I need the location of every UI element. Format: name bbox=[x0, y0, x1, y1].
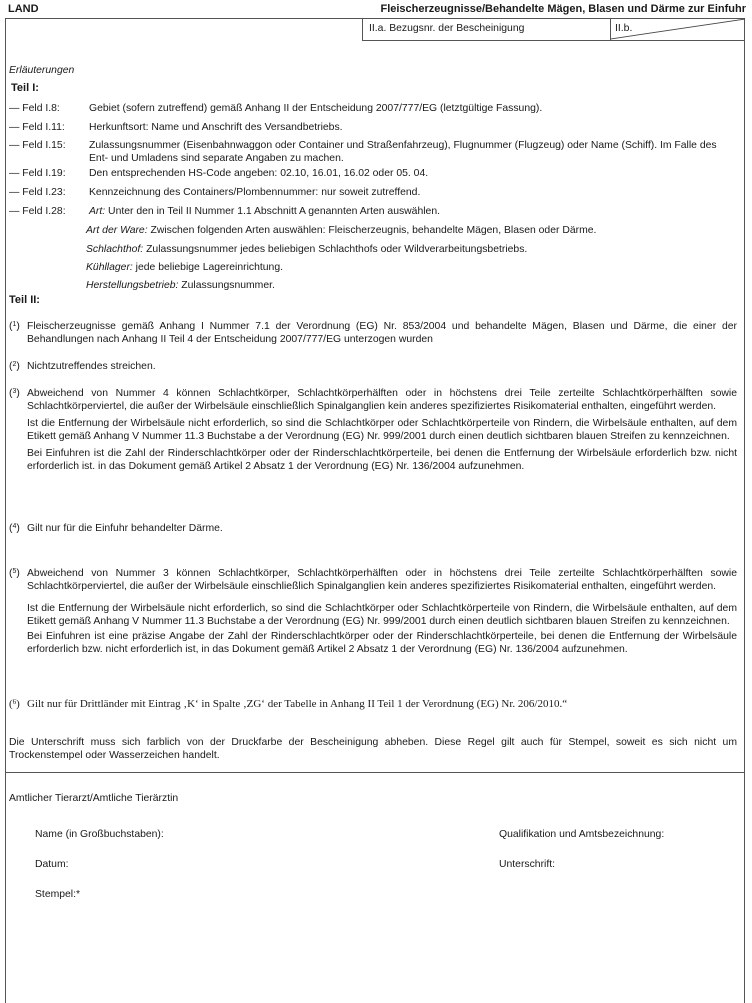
field-text: Gebiet (sofern zutreffend) gemäß Anhang II der Entscheidung 2007/777/EG (letztgültige Fassung). bbox=[89, 103, 543, 114]
footnote-marker: ($^6$) bbox=[9, 698, 20, 710]
footnote-paragraph: Abweichend von Nummer 4 können Schlachtkörper, Schlachtkörperhälften oder in höchstens drei Teile zerteilte Schlachtkörperhälften sowie Schlachtkörperviertel, die außer der Wirbelsäule einschließlich Spinalganglien kein anderes spezifiziertes Risikomaterial enthalten, eingeführt werden. bbox=[27, 388, 737, 412]
signature-colour-note: Die Unterschrift muss sich farblich von der Druckfarbe der Bescheinigung abheben. Diese Regel gilt auch für Stempel, soweit es sich nicht um Trockenstempel oder Wasserzeichen handelt. bbox=[9, 737, 737, 761]
footnote-6 bbox=[9, 698, 737, 716]
sub-item bbox=[86, 224, 736, 237]
footnote-paragraph: Abweichend von Nummer 3 können Schlachtkörper, Schlachtkörperhälften oder in höchstens drei Teile zerteilte Schlachtkörperhälften sowie Schlachtkörperviertel, die außer der Wirbelsäule einschließlich Spinalganglien kein anderes spezifiziertes Risikomaterial enthalten, eingeführt werden. bbox=[27, 568, 737, 592]
part2-heading: Teil II: bbox=[9, 294, 40, 306]
footnote-5 bbox=[9, 567, 737, 660]
field-row bbox=[9, 167, 737, 180]
sub-item bbox=[86, 279, 736, 292]
sub-item-term: Art der Ware: bbox=[86, 225, 148, 236]
name-field-label[interactable]: Name (in Großbuchstaben): bbox=[35, 829, 164, 840]
sub-item-text: Zulassungsnummer jedes beliebigen Schlachthofs oder Wildverarbeitungsbetriebs. bbox=[143, 244, 528, 255]
field-text: Herkunftsort: Name und Anschrift des Versandbetriebs. bbox=[89, 122, 343, 133]
field-label: — Feld I.19: bbox=[9, 168, 66, 179]
footnote-paragraph: Bei Einfuhren ist eine präzise Angabe der Zahl der Rinderschlachtkörper oder der Rinderschlachtkörperteile, bei denen die Entfernung der Wirbelsäule erforderlich bzw. nicht erforderlich ist, in das Dokument gemäß Artikel 2 Absatz 1 der Verordnung (EG) Nr. 136/2004 aufzunehmen. bbox=[27, 631, 737, 655]
footnote-marker: ($^1$) bbox=[9, 321, 20, 332]
field-text bbox=[89, 205, 737, 218]
footnote-paragraph: Bei Einfuhren ist die Zahl der Rinderschlachtkörper oder der Rinderschlachtkörperteile, bei denen die Entfernung der Wirbelsäule erforderlich bzw. nicht erforderlich ist. in das Dokument gemäß Artikel 2 Absatz 1 der Verordnung (EG) Nr. 136/2004 aufzunehmen. bbox=[27, 448, 737, 472]
footnote-paragraph: Nichtzutreffendes streichen. bbox=[27, 361, 156, 372]
footnote-3 bbox=[9, 387, 737, 477]
country-label: LAND bbox=[8, 3, 39, 15]
footnote-paragraph: Gilt nur für die Einfuhr behandelter Därme. bbox=[27, 523, 223, 534]
footnote-4 bbox=[9, 522, 737, 539]
field-label: — Feld I.15: bbox=[9, 140, 66, 151]
signature-field-label[interactable]: Unterschrift: bbox=[499, 859, 556, 870]
footnote-marker: ($^4$) bbox=[9, 523, 20, 534]
certificate-title: Fleischerzeugnisse/Behandelte Mägen, Blasen und Därme zur Einfuhr bbox=[380, 3, 746, 15]
field-text: Zulassungsnummer (Eisenbahnwaggon oder Container und Straßenfahrzeug), Flugnummer (Flugzeug) oder Name (Schiff). Im Falle des Ent- und Umladens sind separate Angaben zu machen. bbox=[89, 140, 717, 164]
field-label: — Feld I.11: bbox=[9, 122, 65, 133]
field-row bbox=[9, 102, 737, 115]
footnote-marker: ($^2$) bbox=[9, 361, 20, 372]
sub-item-term: Herstellungsbetrieb: bbox=[86, 280, 179, 291]
sub-item-text: Zwischen folgenden Arten auswählen: Fleischerzeugnis, behandelte Mägen, Blasen oder Därme. bbox=[147, 225, 597, 236]
reference-number-field[interactable]: II.a. Bezugsnr. der Bescheinigung bbox=[363, 18, 611, 40]
footnote-1 bbox=[9, 320, 737, 350]
footnote-marker: ($^3$) bbox=[9, 388, 20, 399]
qualification-field-label[interactable]: Qualifikation und Amtsbezeichnung: bbox=[499, 829, 665, 840]
field-row bbox=[9, 139, 737, 165]
field-label: — Feld I.28: bbox=[9, 206, 66, 217]
sub-item bbox=[86, 261, 736, 274]
part1-heading: Teil I: bbox=[11, 82, 39, 94]
field-row bbox=[9, 205, 737, 218]
footnote-paragraph: Fleischerzeugnisse gemäß Anhang I Nummer 7.1 der Verordnung (EG) Nr. 853/2004 und behandelte Mägen, Blasen und Därme, die einer der Behandlungen nach Anhang II Teil 4 der Entscheidung 2007/777/EG unterzogen wurden bbox=[27, 321, 737, 345]
field-row bbox=[9, 186, 737, 199]
field-label: — Feld I.8: bbox=[9, 103, 60, 114]
reference-box bbox=[362, 18, 745, 41]
field-text: Den entsprechenden HS-Code angeben: 02.10, 16.01, 16.02 oder 05. 04. bbox=[89, 168, 429, 179]
footnote-2 bbox=[9, 360, 737, 377]
stamp-field-label[interactable]: Stempel:* bbox=[35, 889, 81, 900]
sub-item-text: jede beliebige Lagereinrichtung. bbox=[132, 262, 283, 273]
field-term: Art: bbox=[89, 206, 106, 217]
diagonal-strike-icon bbox=[611, 18, 745, 40]
certificate-frame bbox=[5, 18, 745, 1003]
reference-iib-label: II.b. bbox=[615, 23, 633, 34]
field-label: — Feld I.23: bbox=[9, 187, 66, 198]
field-text: Kennzeichnung des Containers/Plombennummer: nur soweit zutreffend. bbox=[89, 187, 421, 198]
sub-item bbox=[86, 243, 736, 256]
date-field-label[interactable]: Datum: bbox=[35, 859, 69, 870]
sub-item-text: Zulassungsnummer. bbox=[178, 280, 275, 291]
footnote-marker: ($^5$) bbox=[9, 568, 20, 579]
explanations-heading: Erläuterungen bbox=[9, 65, 75, 76]
sub-item-term: Kühllager: bbox=[86, 262, 133, 273]
field-description: Unter den in Teil II Nummer 1.1 Abschnitt A genannten Arten auswählen. bbox=[105, 206, 440, 217]
footnote-paragraph: Ist die Entfernung der Wirbelsäule nicht erforderlich, so sind die Schlachtkörper oder Schlachtkörperteile von Rindern, die Wirbelsäule enthalten, auf dem Etikett gemäß Anhang V Nummer 11.3 Buchstabe a der Verordnung (EG) Nr. 999/2001 durch einen deutlich sichtbaren blauen Streifen zu kennzeichnen. bbox=[27, 418, 737, 442]
footnote-paragraph: Gilt nur für Drittländer mit Eintrag ‚K‘ in Spalte ‚ZG‘ der Tabelle in Anhang II Teil 1 der Verordnung (EG) Nr. 206/2010.“ bbox=[27, 698, 568, 710]
reference-iib-field[interactable] bbox=[611, 18, 745, 40]
sub-item-term: Schlachthof: bbox=[86, 244, 144, 255]
veterinarian-heading: Amtlicher Tierarzt/Amtliche Tierärztin bbox=[9, 793, 179, 804]
section-divider bbox=[5, 772, 745, 773]
footnote-paragraph: Ist die Entfernung der Wirbelsäule nicht erforderlich, so sind die Schlachtkörper oder Schlachtkörperteile von Rindern, die Wirbelsäule enthalten, auf dem Etikett gemäß Anhang V Nummer 11.3 Buchstabe a der Verordnung (EG) Nr. 999/2001 durch einen deutlich sichtbaren blauen Streifen zu kennzeichnen. bbox=[27, 603, 737, 627]
field-row bbox=[9, 121, 737, 134]
